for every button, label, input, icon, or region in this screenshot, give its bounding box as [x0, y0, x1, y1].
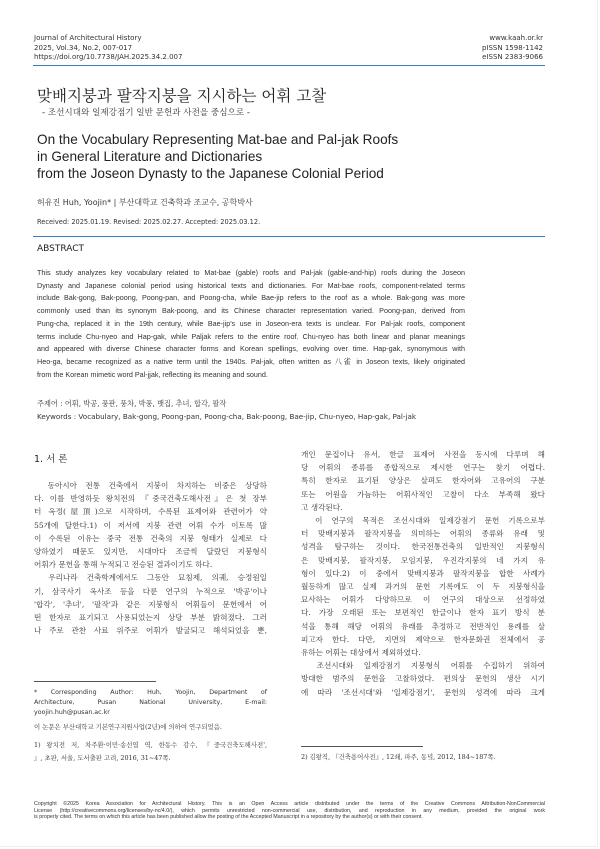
body-line: 다. 가장 오래된 또는 보편적인 한글이나 한자 표기 방식 분	[301, 608, 545, 618]
eissn: eISSN 2383-9066	[482, 53, 543, 61]
journal-name: Journal of Architectural History	[34, 34, 142, 42]
pissn: pISSN 1598-1142	[481, 43, 543, 52]
body-line: 묘사하는 어휘가 다양하므로 이 연구의 대상으로 선정하였	[301, 595, 545, 605]
copyright-notice	[34, 801, 545, 821]
body-line: 이 연구의 목적은 조선시대와 일제강점기 문헌 기록으로부	[301, 516, 545, 526]
body-line: 우리나라 건축학계에서도 그동안 묘침제, 의궤, 승정원일	[34, 573, 267, 583]
title-rule	[33, 236, 545, 237]
footnote-line: Architecture, Pusan National University, E-mail:	[34, 699, 267, 706]
body-line: 에 따라 '조선시대'와 '일제강점기', 문헌의 성격에 따라 크게	[301, 687, 545, 697]
body-line: 이 수록된 이유는 중국 전통 건축의 지붕 형태가 실제로 다	[34, 533, 267, 543]
copyright-line: Copyright ©2025 Korea Association for Architectural History. This is an Open Access article distributed under the terms of the Creative Commons Attribution-NonCommercial	[34, 801, 545, 807]
body-line: 월등하게 많고 실제 과거의 문헌 기록에도 이 두 지붕형식을	[301, 582, 545, 592]
korean-title: 맞배지붕과 팔작지붕을 지시하는 어휘 고찰	[37, 87, 327, 105]
footnote-2: 2) 김왕직, 『건축용어사전』, 12쇄, 파주, 동녘, 2012, 184~187쪽.	[301, 753, 496, 761]
body-line: 터 맞배지붕과 팔작지붕을 의미하는 어휘의 종류와 유래 및	[301, 529, 545, 539]
body-line: 또는 어원을 가늠하는 어휘사적인 고찰이 다소 부족해 왔다	[301, 489, 545, 499]
body-line: 조선시대와 일제강점기 지붕형식 어휘를 수집하기 위하여	[301, 661, 545, 671]
footnote-rule-left	[34, 681, 156, 682]
right-column	[301, 448, 545, 699]
abstract-line: Pung-cha, replaced it in the 19th century, while Bae-jip's use in Joseon-era texts is unclear. For Pal-jak roofs, component	[37, 318, 465, 328]
body-line: 양하였기 때문도 있지만, 시대마다 조금씩 달랐던 지붕형식	[34, 547, 267, 557]
body-line: 기, 삼국사기 옥사조 등을 다룬 연구의 누적으로 '박공'이나	[34, 586, 267, 596]
body-line: 어휘가 문헌을 통해 누적되고 전승된 결과이기도 하다.	[34, 560, 213, 570]
body-line: 고 생각된다.	[301, 502, 343, 512]
section-heading: 1. 서 론	[34, 454, 68, 465]
header-rule	[33, 65, 545, 66]
abstract-line: from the Korean mimetic word Pal-jjak, reflecting its meaning and sound.	[37, 369, 268, 379]
english-title	[37, 131, 398, 182]
copyright-line: is properly cited. The terms on which this article has been published allow the posting of the Accepted Manuscript in a repository by the author(s) or with their consent.	[34, 814, 423, 821]
left-column	[34, 479, 267, 637]
abstract-line: This study analyzes key vocabulary related to Mat-bae (gable) roofs and Pal-jak (gable-and-hip) roofs during the Joseon	[37, 268, 465, 277]
website-link[interactable]: www.kaah.or.kr	[489, 34, 543, 42]
body-line: 방대한 범주의 문헌을 고찰하였다. 편의상 문헌의 생산 시기	[301, 674, 545, 684]
footnote-line: yoojin.huh@pusan.ac.kr	[34, 709, 110, 716]
abstract-line: include Bak-gong, Bak-poong, Poong-pan, and Poong-cha, while Bae-jip refers to the roof as a whole. Bak-gong was more	[37, 293, 465, 303]
korean-subtitle: - 조선시대와 일제강점기 일반 문헌과 사전을 중심으로 -	[42, 108, 250, 118]
body-line: '합각', '추녀', '팔작'과 같은 지붕형식 어휘들이 문헌에서 어	[34, 599, 267, 609]
body-line: 나 주로 관찬 사료 위주로 어휘가 발굴되고 해석되었을 뿐,	[34, 626, 267, 636]
english-title-line: On the Vocabulary Representing Mat-bae and Pal-jak Roofs	[37, 132, 399, 147]
body-line: 당 어휘의 종류를 종합적으로 제시한 연구는 찾기 어렵다.	[301, 463, 545, 473]
journal-info	[34, 34, 182, 63]
abstract-line: and appeared with diverse Chinese character forms and Korean spellings, evolving over time. Hap-gak, synonymous with	[37, 344, 465, 354]
abstract-line: terms include Chu-nyeo and Hap-gak, while Paljak refers to the entire roof. Chu-nyeo has both linear and planar meanings	[37, 331, 465, 341]
body-line: 유하는 어휘는 대상에서 제외하였다.	[301, 648, 421, 658]
copyright-line: License (http://creativecommons.org/licenses/by-nc/4.0/), which permits unrestricted non-commercial use, distribution, and reproduction in any medium, provided the original work	[34, 807, 545, 814]
body-line: 은 맞배지붕, 팔작지붕, 모임지붕, 우진각지붕의 네 가지 유	[301, 555, 545, 565]
issn-info	[482, 34, 543, 63]
abstract-line: Heo-ga, became recognized as a native term until the 1940s. Pal-jak, often written as 八雀 in Joseon texts, likely originated	[37, 356, 465, 366]
english-title-line: from the Joseon Dynasty to the Japanese Colonial Period	[37, 166, 384, 181]
abstract-body	[37, 267, 465, 381]
abstract-line: commonly used than its synonym Bak-poong, and its Chinese character representation varied. Poong-pan, derived from	[37, 306, 465, 316]
body-line: 특히 한자로 표기된 양상은 살펴도 한자어와 고유어의 구분	[301, 476, 545, 486]
footnote-line: * Corresponding Author: Huh, Yoojin, Department of	[34, 689, 267, 696]
body-line: 형이 있다.2) 이 중에서 맞배지붕과 팔작지붕을 합한 사례가	[301, 568, 545, 578]
body-line: 떤 한자로 표기되고 사용되었는지 상당 부분 밝혀졌다. 그러	[34, 613, 267, 623]
footnote-1	[34, 739, 267, 765]
body-line: 성격을 탐구하는 것이다. 한국전통건축의 일반적인 지붕형식	[301, 542, 545, 552]
footnote-rule-right	[301, 746, 423, 747]
footnote-line: 』, 초판, 서울, 도서출판 고려, 2016, 31~47쪽.	[34, 754, 171, 762]
journal-issue: 2025, Vol.34, No.2, 007-017	[34, 43, 133, 52]
corresponding-author-note	[34, 688, 267, 718]
abstract-heading: ABSTRACT	[37, 244, 85, 254]
doi-link[interactable]: https://doi.org/10.7738/JAH.2025.34.2.007	[34, 53, 183, 61]
body-line: 55개에 달한다.1) 이 저서에 지붕 관련 어휘 수가 이토록 많	[34, 520, 267, 530]
body-line: 피고자 한다. 다만, 지면의 제약으로 한자문화권 전체에서 공	[301, 634, 545, 644]
article-dates: Received: 2025.01.19. Revised: 2025.02.27. Accepted: 2025.03.12.	[37, 218, 261, 226]
body-line: 동아시아 전통 건축에서 지붕이 차지하는 비중은 상당하	[34, 481, 267, 490]
keywords	[37, 397, 416, 423]
footnote-line: 1) 왕치전 저, 차주환·이민·송선엽 역, 한동수 감수, 『중국건축도해사전',	[34, 741, 267, 749]
english-title-line: in General Literature and Dictionaries	[37, 149, 263, 164]
keywords-korean: 주제어 : 어휘, 박공, 풍판, 풍차, 박풍, 뱃집, 추녀, 합각, 팔작	[37, 399, 227, 408]
keywords-english: Keywords : Vocabulary, Bak-gong, Poong-pan, Poong-cha, Bak-poong, Bae-jip, Chu-nyeo, Hap-gak, Pal-jak	[37, 412, 417, 421]
body-line: 석을 통해 해당 어휘의 유래를 추정하고 전반적인 용례를 살	[301, 621, 545, 631]
body-line: 터 옥정(屋頂)으로 시작하며, 수록된 표제어와 관련어가 약	[34, 507, 267, 517]
funding-note: 이 논문은 부산대학교 기본연구지원사업(2년)에 의하여 연구되었음.	[34, 723, 222, 731]
author-line: 허유진 Huh, Yoojin* | 부산대학교 건축학과 조교수, 공학박사	[37, 198, 253, 207]
body-line: 다. 이를 반영하듯 왕치전의 『중국건축도해사전』은 첫 장부	[34, 494, 267, 504]
abstract-line: Dynasty and Japanese colonial period using historical texts and dictionaries. For Mat-bae roofs, component-related terms	[37, 280, 465, 290]
body-line: 개인 문집이나 유서, 한글 표제어 사전을 동시에 다루며 해	[301, 450, 545, 459]
